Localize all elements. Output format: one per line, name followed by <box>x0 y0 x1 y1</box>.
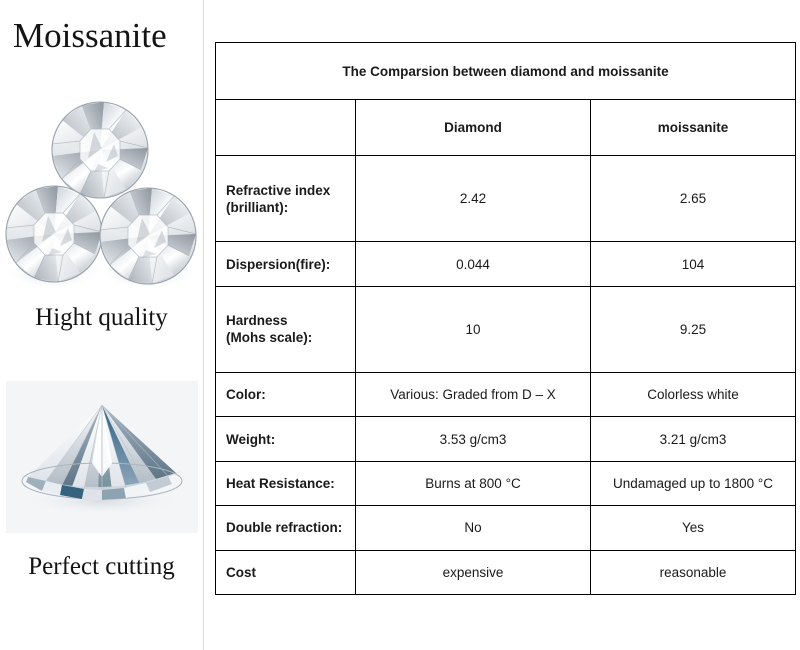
row-label-hardness <box>216 286 356 372</box>
cell-moissanite-double-refraction: Yes <box>591 506 796 550</box>
row-label-double-refraction: Double refraction: <box>216 506 356 550</box>
comparison-table <box>215 42 796 595</box>
table-row <box>216 461 796 505</box>
diamond-trio-illustration <box>0 62 203 294</box>
column-header-property <box>216 100 356 156</box>
cell-diamond-weight: 3.53 g/cm3 <box>356 417 591 461</box>
cell-moissanite-color: Colorless white <box>591 373 796 417</box>
cell-moissanite-heat-resistance: Undamaged up to 1800 °C <box>591 461 796 505</box>
table-row <box>216 417 796 461</box>
row-label-color: Color: <box>216 373 356 417</box>
comparison-table-container <box>215 42 795 595</box>
row-label-cost: Cost <box>216 550 356 594</box>
row-label-line1: Hardness <box>226 313 288 329</box>
row-label-dispersion: Dispersion(fire): <box>216 242 356 286</box>
row-label-line2: (brilliant): <box>226 199 289 215</box>
row-label-heat-resistance: Heat Resistance: <box>216 461 356 505</box>
cell-diamond-dispersion: 0.044 <box>356 242 591 286</box>
cell-moissanite-refractive-index: 2.65 <box>591 156 796 242</box>
left-panel <box>0 0 204 650</box>
cell-moissanite-cost: reasonable <box>591 550 796 594</box>
table-row <box>216 550 796 594</box>
page-title: Moissanite <box>13 16 167 55</box>
cell-diamond-heat-resistance: Burns at 800 °C <box>356 461 591 505</box>
table-title-row <box>216 43 796 100</box>
row-label-line1: Refractive index <box>226 182 331 198</box>
cell-diamond-hardness: 10 <box>356 286 591 372</box>
table-row <box>216 506 796 550</box>
column-header-moissanite: moissanite <box>591 100 796 156</box>
three-round-brilliant-diamonds-photo <box>0 62 203 294</box>
cell-diamond-color: Various: Graded from D – X <box>356 373 591 417</box>
panel-divider <box>203 0 204 650</box>
cell-diamond-refractive-index: 2.42 <box>356 156 591 242</box>
table-row <box>216 156 796 242</box>
table-header-row <box>216 100 796 156</box>
row-label-line2: (Mohs scale): <box>226 330 313 346</box>
caption-perfect-cutting: Perfect cutting <box>28 553 175 580</box>
caption-high-quality: Hight quality <box>35 304 168 331</box>
table-title: The Comparsion between diamond and moissanite <box>216 43 796 100</box>
column-header-diamond: Diamond <box>356 100 591 156</box>
table-row <box>216 286 796 372</box>
diamond-side-illustration <box>6 381 198 533</box>
cell-moissanite-hardness: 9.25 <box>591 286 796 372</box>
cell-moissanite-dispersion: 104 <box>591 242 796 286</box>
cell-diamond-cost: expensive <box>356 550 591 594</box>
table-row <box>216 373 796 417</box>
cell-moissanite-weight: 3.21 g/cm3 <box>591 417 796 461</box>
single-diamond-side-view-photo <box>6 381 198 533</box>
cell-diamond-double-refraction: No <box>356 506 591 550</box>
table-row <box>216 242 796 286</box>
row-label-weight: Weight: <box>216 417 356 461</box>
row-label-refractive-index <box>216 156 356 242</box>
